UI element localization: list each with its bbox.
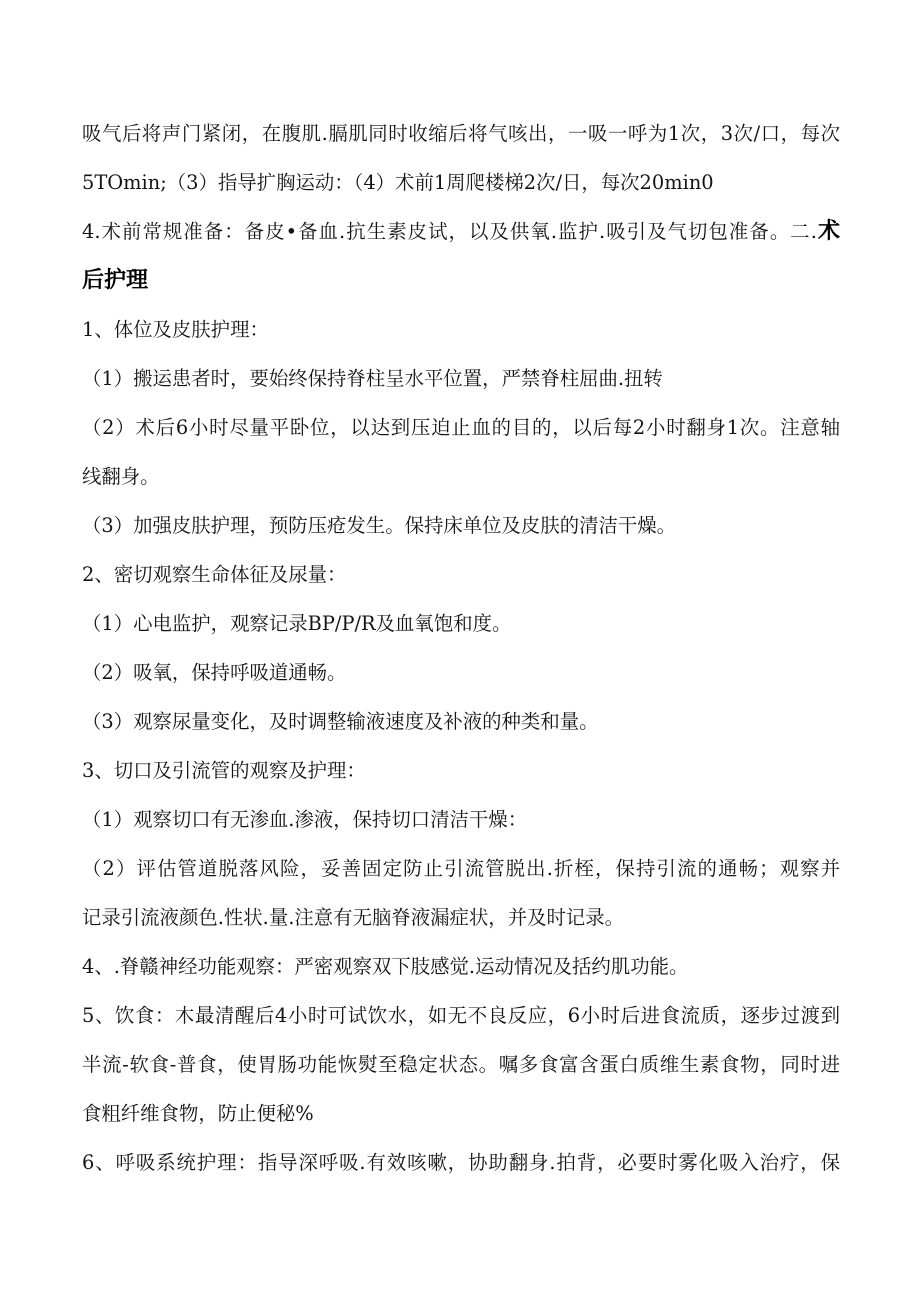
item-continuation: 食粗纤维食物，防止便秘% [82,1102,314,1125]
item-continuation: 半流-软食-普食，使胃肠功能恢熨至稳定状态。嘱多食富含蛋白质维生素食物，同时进 [82,1053,840,1076]
sub-item-continuation: 线翻身。 [82,465,160,488]
sub-item: （2）吸氧，保持呼吸道通畅。 [82,661,347,684]
sub-item: （3）加强皮肤护理，预防压疮发生。保持床单位及皮肤的清洁干燥。 [82,514,677,537]
sub-item: （1）心电监护，观察记录BP/P/R及血氧饱和度。 [82,612,512,635]
section-number: 二. [790,220,817,243]
document-body [82,109,840,1187]
sub-item: （1）搬运患者时，要始终保持脊柱呈水平位置，严禁脊柱屈曲.扭转 [82,367,663,390]
item-heading: 2、密切观察生命体征及尿量： [82,563,347,586]
item-heading: 5、饮食：木最清醒后4小时可试饮水，如无不良反应，6小时后进食流质，逐步过渡到 [82,1004,840,1027]
text-line [82,207,840,256]
preop-routine-prep: 4.术前常规准备：备皮•备血.抗生素皮试，以及供氧.监护.吸引及气切包准备。 [82,220,791,243]
item-heading: 3、切口及引流管的观察及护理： [82,759,366,782]
sub-item: （2）术后6小时尽量平卧位，以达到压迫止血的目的，以后每2小时翻身1次。注意轴 [82,416,840,439]
text-line: 5TOmin;（3）指导扩胸运动：（4）术前1周爬楼梯2次/日，每次20min0 [82,171,714,194]
item-heading: 4、.脊赣神经功能观察：严密观察双下肢感觉.运动情况及括约肌功能。 [82,955,689,978]
sub-item: （2）评估管道脱落风险，妥善固定防止引流管脱出.折桎，保持引流的通畅；观察并 [82,857,840,880]
section-title [82,256,840,305]
item-heading: 1、体位及皮肤护理： [82,318,269,341]
sub-item: （3）观察尿量变化，及时调整输液速度及补液的种类和量。 [82,710,599,733]
section-title-rest: 后护理 [82,268,149,293]
item-heading: 6、呼吸系统护理：指导深呼吸.有效咳嗽，协助翻身.拍背，必要时雾化吸入治疗，保 [82,1151,840,1174]
text-line: 吸气后将声门紧闭，在腹肌.膈肌同时收缩后将气咳出，一吸一呼为1次，3次/口，每次 [82,122,840,145]
sub-item-continuation: 记录引流液颜色.性状.量.注意有无脑脊液漏症状，并及时记录。 [82,906,625,929]
sub-item: （1）观察切口有无渗血.渗液，保持切口清洁干燥： [82,808,528,831]
section-title-first-char: 术 [816,219,840,244]
